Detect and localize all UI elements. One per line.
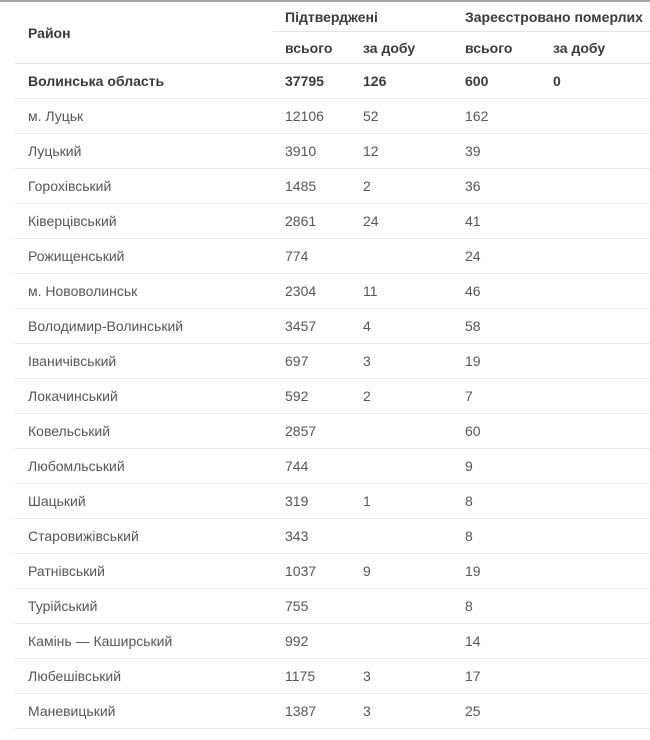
- district-cell: Горохівський: [15, 169, 273, 204]
- confirmed-per-day-cell: [351, 519, 453, 554]
- deaths-total-cell: 17: [453, 659, 541, 694]
- confirmed-per-day-cell: 2: [351, 169, 453, 204]
- confirmed-per-day-cell: [351, 589, 453, 624]
- table-row: [15, 274, 650, 309]
- district-cell: Волинська область: [15, 64, 273, 99]
- deaths-total-cell: 7: [453, 379, 541, 414]
- confirmed-per-day-cell: [351, 449, 453, 484]
- deaths-per-day-cell: [541, 589, 650, 624]
- deaths-total-cell: 46: [453, 274, 541, 309]
- district-cell: Іваничівський: [15, 344, 273, 379]
- confirmed-per-day-cell: 3: [351, 344, 453, 379]
- district-cell: Ковельський: [15, 414, 273, 449]
- col-header-confirmed-per-day: за добу: [351, 32, 453, 64]
- confirmed-per-day-cell: 1: [351, 484, 453, 519]
- deaths-total-cell: 8: [453, 519, 541, 554]
- district-cell: м. Луцьк: [15, 99, 273, 134]
- confirmed-total-cell: 1175: [273, 659, 351, 694]
- district-cell: м. Нововолинськ: [15, 274, 273, 309]
- deaths-total-cell: 58: [453, 309, 541, 344]
- confirmed-total-cell: 592: [273, 379, 351, 414]
- district-cell: Володимир-Волинський: [15, 309, 273, 344]
- district-cell: Старовижівський: [15, 519, 273, 554]
- deaths-total-cell: 162: [453, 99, 541, 134]
- covid-stats-table: [15, 2, 650, 729]
- table-row: [15, 694, 650, 729]
- confirmed-per-day-cell: 126: [351, 64, 453, 99]
- deaths-total-cell: 24: [453, 239, 541, 274]
- col-header-district: Район: [15, 2, 273, 64]
- deaths-per-day-cell: [541, 449, 650, 484]
- table-body: [15, 64, 650, 729]
- col-header-deaths-total: всього: [453, 32, 541, 64]
- confirmed-per-day-cell: 3: [351, 694, 453, 729]
- deaths-per-day-cell: [541, 344, 650, 379]
- deaths-per-day-cell: [541, 309, 650, 344]
- confirmed-total-cell: 2857: [273, 414, 351, 449]
- confirmed-total-cell: 343: [273, 519, 351, 554]
- deaths-total-cell: 14: [453, 624, 541, 659]
- confirmed-per-day-cell: 4: [351, 309, 453, 344]
- table-row: [15, 169, 650, 204]
- deaths-per-day-cell: [541, 204, 650, 239]
- table-row: [15, 99, 650, 134]
- confirmed-total-cell: 3910: [273, 134, 351, 169]
- deaths-per-day-cell: [541, 519, 650, 554]
- table-row: [15, 554, 650, 589]
- deaths-per-day-cell: [541, 239, 650, 274]
- table-row: [15, 589, 650, 624]
- confirmed-per-day-cell: 9: [351, 554, 453, 589]
- deaths-total-cell: 25: [453, 694, 541, 729]
- confirmed-total-cell: 12106: [273, 99, 351, 134]
- deaths-total-cell: 600: [453, 64, 541, 99]
- confirmed-total-cell: 1387: [273, 694, 351, 729]
- deaths-per-day-cell: [541, 379, 650, 414]
- table-row: [15, 449, 650, 484]
- confirmed-total-cell: 744: [273, 449, 351, 484]
- district-cell: Любешівський: [15, 659, 273, 694]
- confirmed-total-cell: 992: [273, 624, 351, 659]
- col-header-deaths-per-day: за добу: [541, 32, 650, 64]
- table-row: [15, 239, 650, 274]
- deaths-per-day-cell: [541, 414, 650, 449]
- deaths-total-cell: 60: [453, 414, 541, 449]
- deaths-per-day-cell: [541, 134, 650, 169]
- confirmed-per-day-cell: [351, 414, 453, 449]
- confirmed-total-cell: 1485: [273, 169, 351, 204]
- deaths-total-cell: 9: [453, 449, 541, 484]
- table-row: [15, 519, 650, 554]
- confirmed-per-day-cell: 12: [351, 134, 453, 169]
- deaths-total-cell: 19: [453, 344, 541, 379]
- table-row: [15, 414, 650, 449]
- district-cell: Камінь — Каширський: [15, 624, 273, 659]
- col-header-confirmed-total: всього: [273, 32, 351, 64]
- confirmed-per-day-cell: 52: [351, 99, 453, 134]
- col-group-confirmed: Підтверджені: [273, 2, 453, 32]
- confirmed-per-day-cell: 3: [351, 659, 453, 694]
- confirmed-total-cell: 3457: [273, 309, 351, 344]
- district-cell: Любомльський: [15, 449, 273, 484]
- confirmed-total-cell: 755: [273, 589, 351, 624]
- table-row: [15, 659, 650, 694]
- deaths-total-cell: 39: [453, 134, 541, 169]
- confirmed-per-day-cell: 11: [351, 274, 453, 309]
- deaths-total-cell: 8: [453, 589, 541, 624]
- table-row: [15, 484, 650, 519]
- district-cell: Турійський: [15, 589, 273, 624]
- confirmed-per-day-cell: [351, 624, 453, 659]
- table-row: [15, 379, 650, 414]
- confirmed-total-cell: 697: [273, 344, 351, 379]
- confirmed-total-cell: 37795: [273, 64, 351, 99]
- district-cell: Ківерцівський: [15, 204, 273, 239]
- table-row: [15, 624, 650, 659]
- district-cell: Маневицький: [15, 694, 273, 729]
- deaths-per-day-cell: [541, 484, 650, 519]
- district-cell: Ратнівський: [15, 554, 273, 589]
- district-cell: Шацький: [15, 484, 273, 519]
- deaths-per-day-cell: [541, 274, 650, 309]
- deaths-per-day-cell: [541, 169, 650, 204]
- deaths-total-cell: 36: [453, 169, 541, 204]
- confirmed-per-day-cell: [351, 239, 453, 274]
- col-group-deaths: Зареєстровано померлих: [453, 2, 650, 32]
- deaths-per-day-cell: [541, 694, 650, 729]
- deaths-total-cell: 19: [453, 554, 541, 589]
- deaths-per-day-cell: 0: [541, 64, 650, 99]
- confirmed-total-cell: 2304: [273, 274, 351, 309]
- confirmed-per-day-cell: 24: [351, 204, 453, 239]
- confirmed-total-cell: 319: [273, 484, 351, 519]
- district-cell: Локачинський: [15, 379, 273, 414]
- confirmed-total-cell: 774: [273, 239, 351, 274]
- deaths-per-day-cell: [541, 554, 650, 589]
- table-row: [15, 134, 650, 169]
- deaths-total-cell: 41: [453, 204, 541, 239]
- table-row: [15, 309, 650, 344]
- deaths-per-day-cell: [541, 99, 650, 134]
- district-cell: Рожищенський: [15, 239, 273, 274]
- deaths-total-cell: 8: [453, 484, 541, 519]
- table-row: [15, 204, 650, 239]
- table-row: [15, 344, 650, 379]
- confirmed-total-cell: 1037: [273, 554, 351, 589]
- confirmed-per-day-cell: 2: [351, 379, 453, 414]
- summary-row: [15, 64, 650, 99]
- confirmed-total-cell: 2861: [273, 204, 351, 239]
- district-cell: Луцький: [15, 134, 273, 169]
- deaths-per-day-cell: [541, 659, 650, 694]
- table-header: [15, 2, 650, 64]
- group-header-row: [15, 2, 650, 32]
- deaths-per-day-cell: [541, 624, 650, 659]
